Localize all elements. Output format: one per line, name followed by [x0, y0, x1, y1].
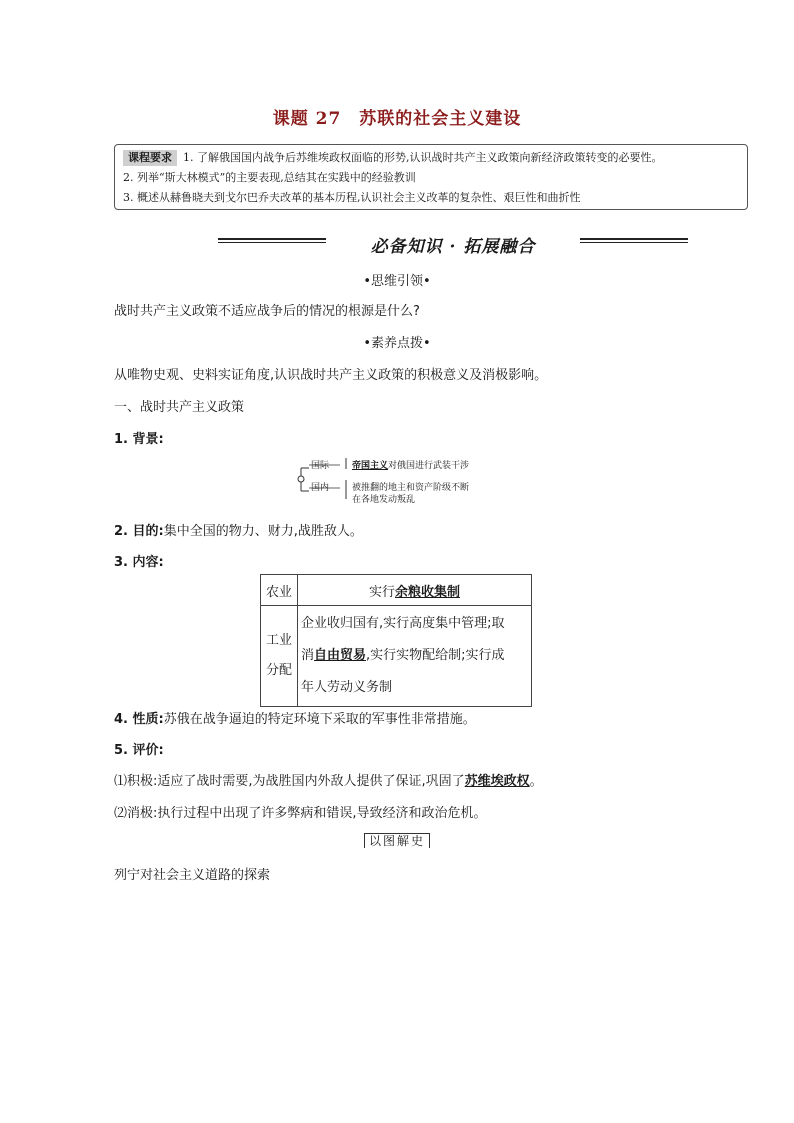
diagram-domestic-line1: 被推翻的地主和资产阶级不断: [352, 483, 470, 493]
final-line: 列宁对社会主义道路的探索: [114, 868, 271, 883]
thinking-label: •思维引领•: [363, 274, 431, 289]
requirement-item: 3. 概述从赫鲁晓夫到戈尔巴乔夫改革的基本历程,认识社会主义改革的复杂性、艰巨性和曲折性: [123, 191, 581, 204]
content-label: 3. 内容:: [114, 555, 164, 570]
nature-text: 苏俄在战争逼迫的特定环境下采取的军事性非常措施。: [163, 712, 476, 727]
requirement-line-1: [123, 148, 739, 168]
nature-label: 4. 性质:: [114, 712, 164, 727]
diagram-domestic-line2: 在各地发动叛乱: [352, 495, 416, 505]
page-title: 课题 27 苏联的社会主义建设: [272, 109, 522, 129]
course-requirements-box: [114, 144, 748, 210]
diagram-intervention: 对俄国进行武装干涉: [388, 461, 470, 471]
background-label: 1. 背景:: [114, 432, 164, 447]
requirement-item: 2. 列举“斯大林模式”的主要表现,总结其在实践中的经验教训: [123, 171, 416, 184]
purpose-line: [114, 520, 363, 539]
evaluation-negative: ⑵消极:执行过程中出现了许多弊病和错误,导致经济和政治危机。: [114, 806, 487, 821]
banner-rule-right: [580, 238, 688, 243]
soviet-power: 苏维埃政权: [464, 774, 530, 789]
table-head-industry: 工业 分配: [261, 606, 298, 707]
table-row: [261, 575, 532, 606]
diagram-international-text: [352, 458, 469, 471]
evaluation-positive: ⑴积极:适应了战时需要,为战胜国内外敌人提供了保证,巩固了苏维埃政权。: [114, 774, 543, 789]
diagram-domestic-label: 国内: [311, 483, 330, 493]
literacy-text: 从唯物史观、史料实证角度,认识战时共产主义政策的积极意义及消极影响。: [114, 368, 548, 383]
free-trade: 自由贸易: [314, 648, 367, 663]
thinking-question: 战时共产主义政策不适应战争后的情况的根源是什么?: [114, 304, 420, 319]
illustrated-history-tag: 以图解史: [0, 832, 794, 849]
table-cell-agriculture: 实行余粮收集制: [298, 575, 532, 606]
nature-line: [114, 708, 476, 727]
banner-title: 必备知识 · 拓展融合: [370, 237, 536, 257]
diagram-international-label: 国际: [311, 461, 330, 471]
table-cell-industry: 企业收归国有,实行高度集中管理;取 消自由贸易,实行实物配给制;实行成 年人劳动义务制: [298, 606, 532, 707]
purpose-label: 2. 目的:: [114, 524, 164, 539]
section-banner: [218, 232, 688, 257]
diagram-imperialism: 帝国主义: [352, 461, 389, 471]
requirements-tag: 课程要求: [123, 150, 177, 166]
requirement-item: 1. 了解俄国国内战争后苏维埃政权面临的形势,认识战时共产主义政策向新经济政策转变的必要性。: [183, 151, 663, 164]
background-diagram: [296, 455, 516, 505]
table-head-agriculture: 农业: [261, 575, 298, 606]
evaluation-label: 5. 评价:: [114, 743, 164, 758]
table-row: [261, 606, 532, 707]
section-heading: 一、战时共产主义政策: [114, 400, 245, 415]
literacy-label: •素养点拨•: [363, 336, 431, 351]
purpose-text: 集中全国的物力、财力,战胜敌人。: [163, 524, 363, 539]
banner-rule-left: [218, 238, 326, 243]
grain-requisition: 余粮收集制: [395, 584, 461, 600]
policy-content-table: [260, 574, 532, 707]
